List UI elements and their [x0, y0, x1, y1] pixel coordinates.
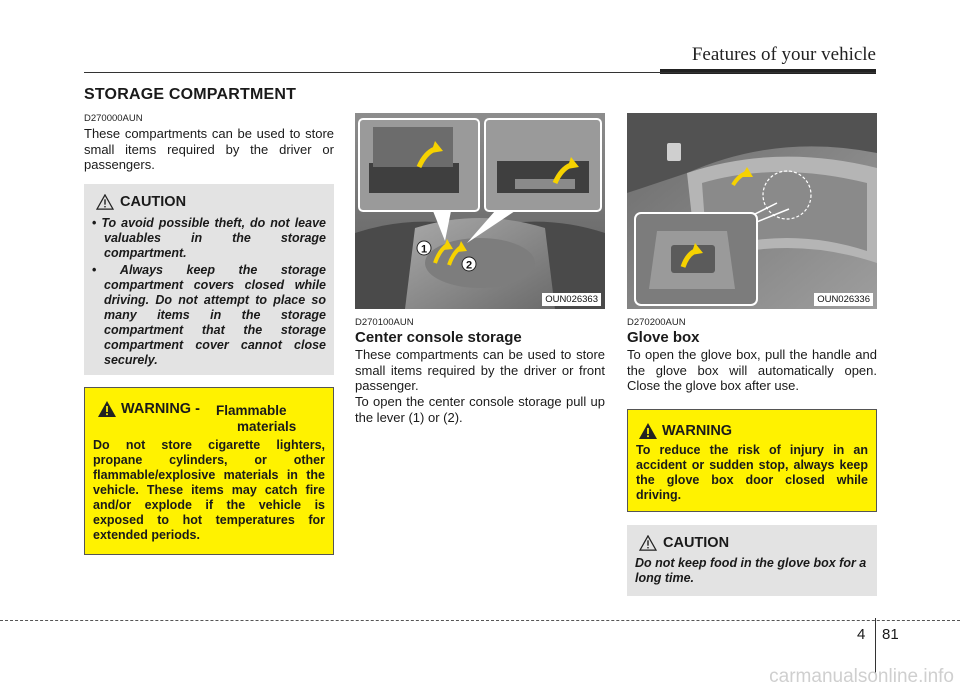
warning-subtitle-line1: Flammable: [216, 403, 287, 418]
section-code: D270100AUN: [355, 317, 414, 328]
glove-box-illustration: [627, 113, 877, 309]
caution-title: CAUTION: [120, 194, 187, 210]
caution-triangle-icon: [639, 535, 657, 551]
caution-triangle-icon: [96, 194, 114, 210]
caution-text: Do not keep food in the glove box for a long time.: [635, 556, 867, 585]
chapter-number: 4: [857, 626, 866, 643]
caution-box-glove: [627, 525, 877, 596]
warning-text: To reduce the risk of injury in an accident or sudden stop, always keep the glove box door closed while driving.: [636, 443, 868, 502]
caution-title: CAUTION: [663, 535, 730, 551]
figure-label: OUN026336: [814, 293, 873, 306]
warning-title: WARNING -: [121, 401, 200, 417]
warning-text: Do not store cigarette lighters, propane cylinders, or other flammable/explosive materials in the vehicle. These items may catch fire and/or explode if the vehicle is exposed to hot temperatures for extended periods.: [93, 438, 325, 542]
section-title: STORAGE COMPARTMENT: [84, 86, 297, 103]
page-number: 81: [882, 626, 899, 643]
center-console-illustration: [355, 113, 605, 309]
section-code: D270200AUN: [627, 317, 686, 328]
center-console-paragraph-2: To open the center console storage pull up the lever (1) or (2).: [355, 394, 605, 425]
header-rule: [84, 72, 876, 73]
warning-subtitle-line2: materials: [237, 419, 297, 434]
caution-item: • Always keep the storage compartment covers closed while driving. Do not attempt to place so many items in the storage compartment that the storage compartment cover cannot close securely.: [92, 263, 326, 368]
center-console-figure: [355, 113, 605, 309]
glove-box-paragraph: To open the glove box, pull the handle and the glove box will automatically open. Close the glove box after use.: [627, 347, 877, 393]
callout-2: 2: [465, 259, 473, 272]
caution-list: [92, 216, 326, 370]
intro-paragraph: These compartments can be used to store small items required by the driver or passengers.: [84, 126, 334, 172]
running-header: Features of your vehicle: [691, 44, 876, 65]
watermark: carmanualsonline.info: [769, 666, 954, 687]
warning-box-glove: [627, 409, 877, 512]
glove-box-heading: Glove box: [627, 329, 700, 346]
center-console-paragraph-1: These compartments can be used to store small items required by the driver or front passenger.: [355, 347, 605, 393]
section-code: D270000AUN: [84, 113, 143, 124]
center-console-heading: Center console storage: [355, 329, 522, 346]
warning-title: WARNING: [662, 423, 733, 439]
figure-label: OUN026363: [542, 293, 601, 306]
warning-box-flammable: [84, 387, 334, 555]
warning-triangle-icon: [97, 400, 117, 418]
callout-1: 1: [420, 243, 428, 256]
caution-box: [84, 184, 334, 375]
warning-triangle-icon: [638, 422, 658, 440]
footer-rule: [0, 620, 960, 621]
caution-item: • To avoid possible theft, do not leave valuables in the storage compartment.: [92, 216, 326, 261]
glove-box-figure: [627, 113, 877, 309]
